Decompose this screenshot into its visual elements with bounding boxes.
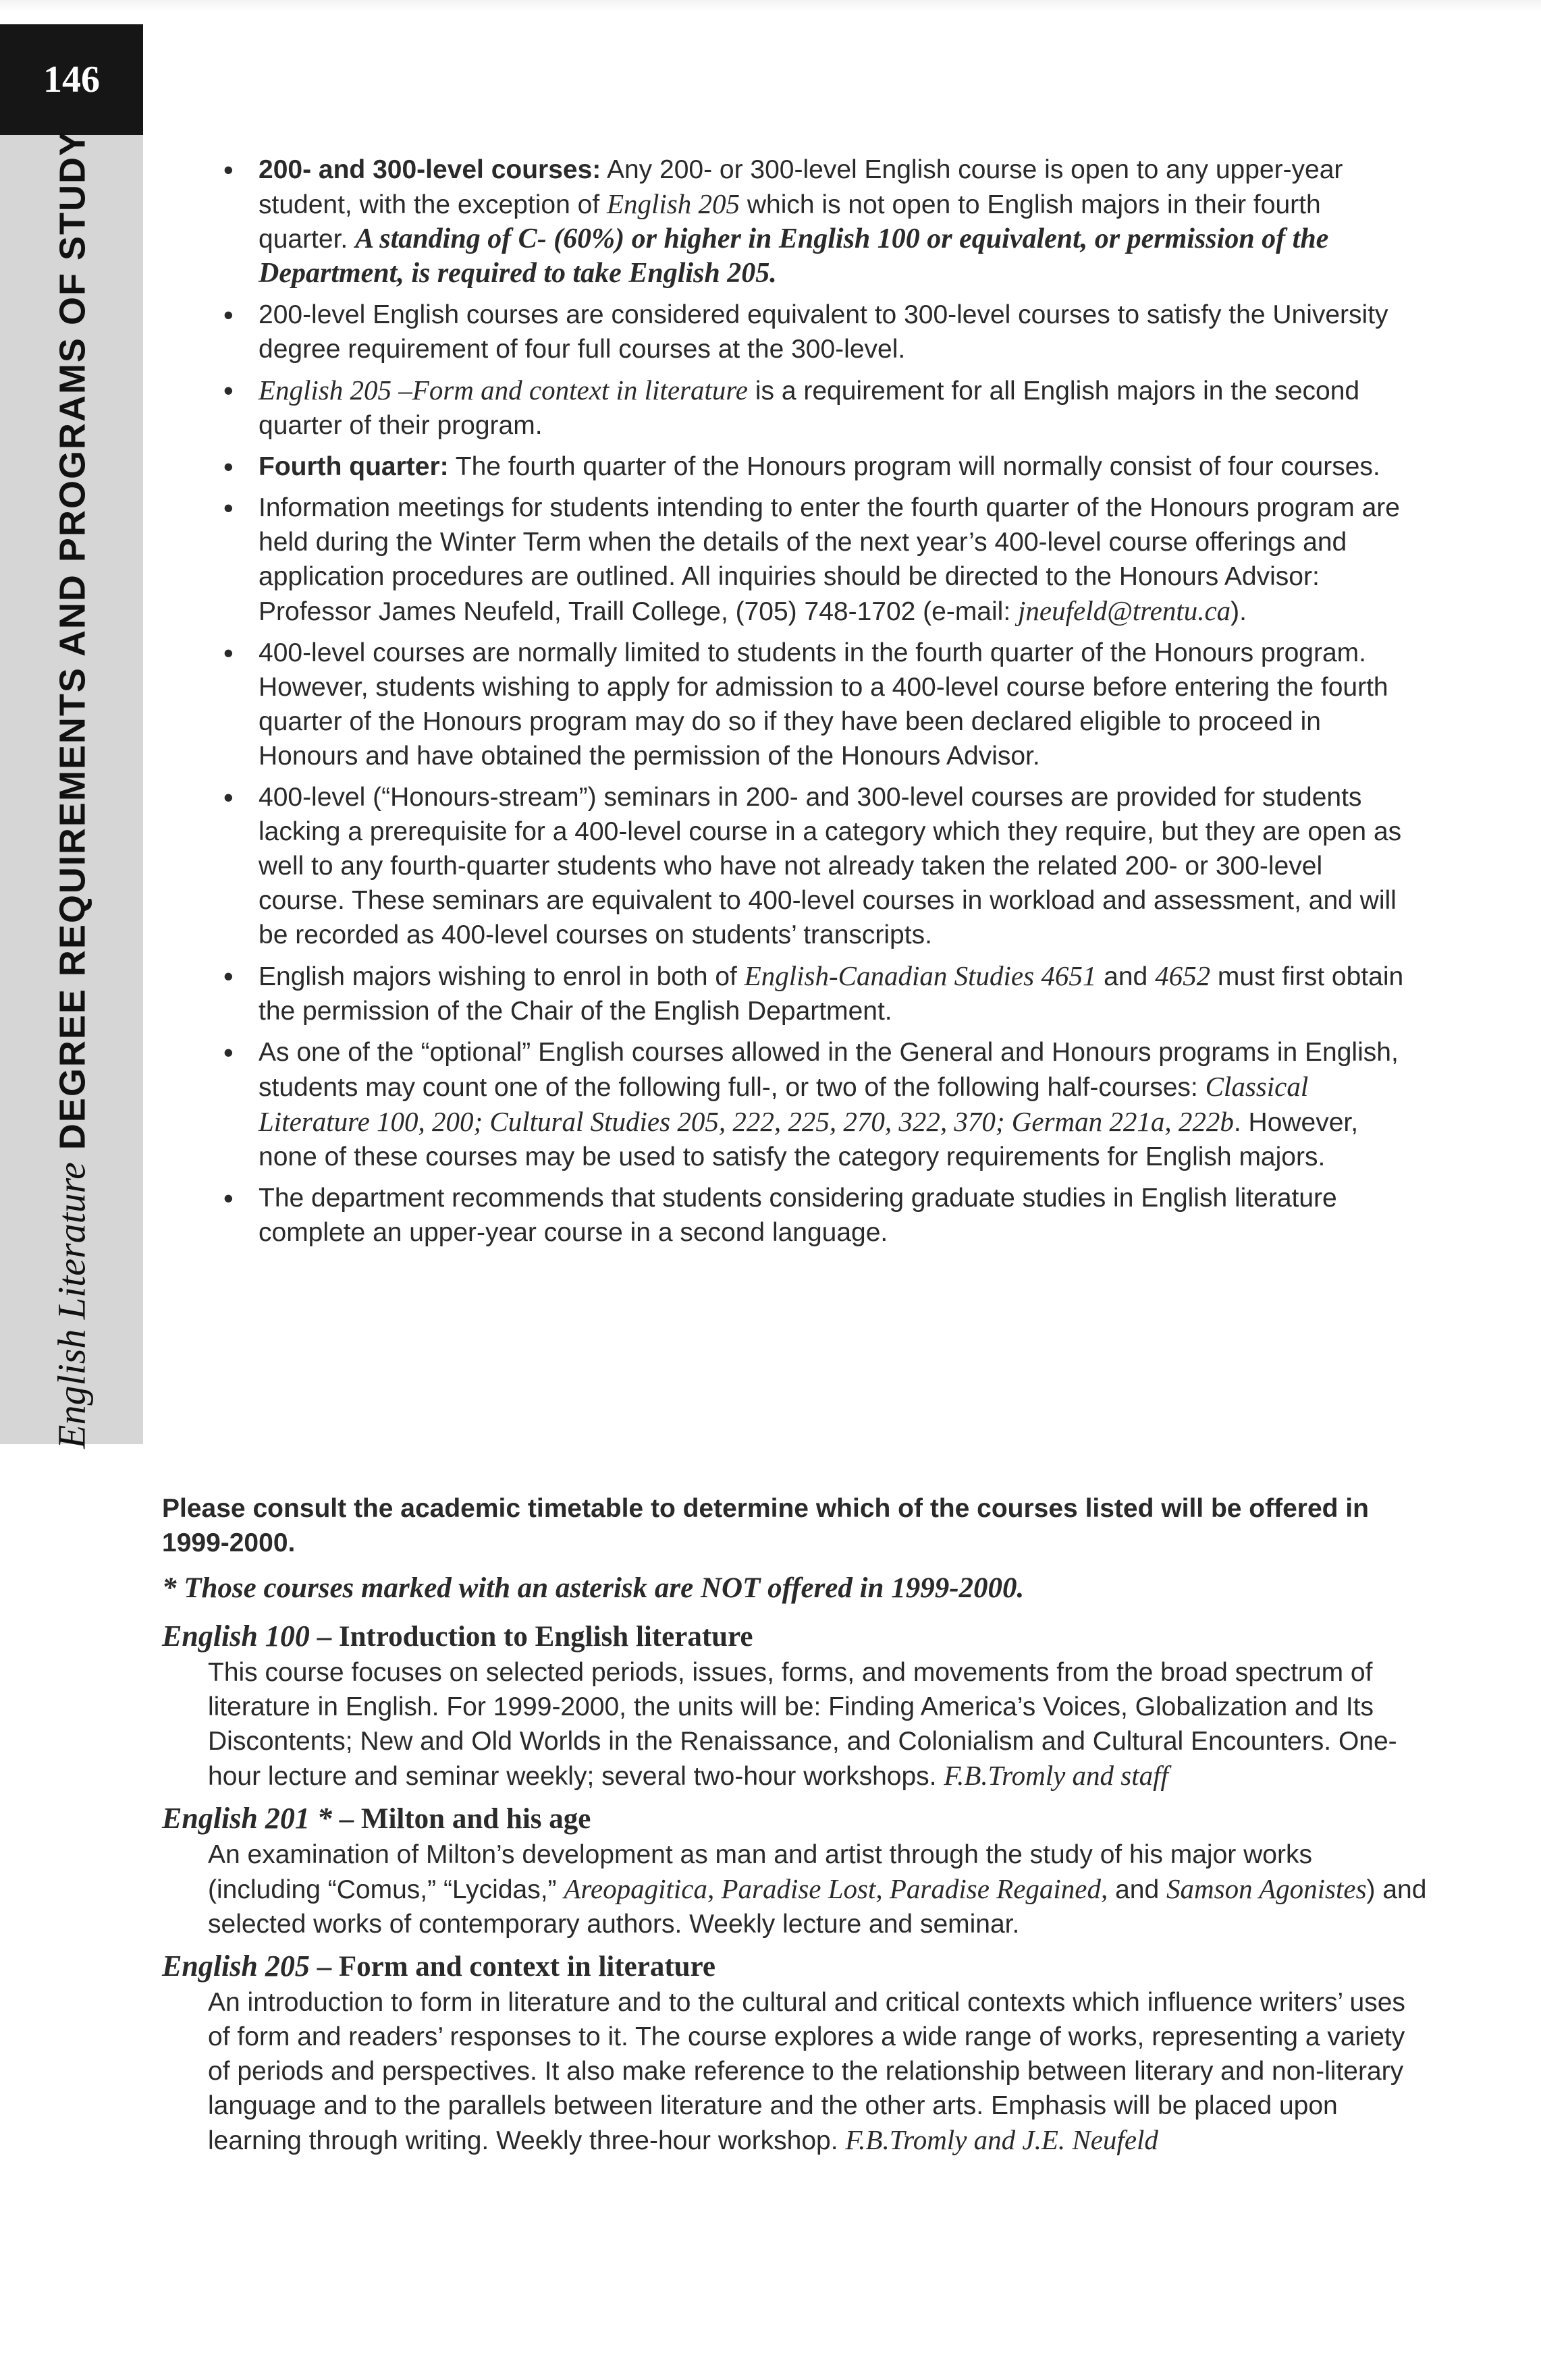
bullet-italic: English 205 –Form and context in literature <box>259 375 749 406</box>
course-entry <box>162 1618 1431 1794</box>
page-number <box>0 24 143 135</box>
bullet-text: must first obtain the permission of the Chair of the English Department. <box>259 962 1404 1026</box>
bullet-text: and <box>1096 962 1156 991</box>
list-item <box>219 298 1407 366</box>
course-desc-text: ) and selected works of contemporary authors. Weekly lecture and seminar. <box>208 1875 1427 1939</box>
course-code: English 100 <box>162 1620 310 1653</box>
course-instructor: F.B.Tromly and J.E. Neufeld <box>845 2124 1158 2155</box>
course-instructor: F.B.Tromly and staff <box>944 1760 1168 1791</box>
course-desc-text: An examination of Milton’s development as man and artist through the study of his major works (including “Comus,” “Lycidas,” <box>208 1840 1312 1904</box>
course-heading <box>162 1618 1431 1655</box>
course-entry <box>162 1948 1431 2158</box>
bullet-italic: English 205 <box>607 188 740 219</box>
course-desc-italic: Samson Agonistes <box>1166 1873 1367 1904</box>
bullet-text: is a requirement for all English majors in the second quarter of their program. <box>259 377 1360 440</box>
course-title: – Milton and his age <box>331 1803 591 1835</box>
course-description <box>208 1985 1431 2158</box>
requirements-list <box>219 153 1407 1256</box>
bullet-text: . However, none of these courses may be used to satisfy the category requirements for English majors. <box>259 1108 1359 1171</box>
course-code: English 201 * <box>162 1802 332 1835</box>
bullet-text: The fourth quarter of the Honours program will normally consist of four courses. <box>448 452 1380 481</box>
bullet-text: 400-level courses are normally limited to students in the fourth quarter of the Honours program. However, students wishing to apply for admission to a 400-level course before entering the fourth quarter of the Honours program may do so if they have been declared eligible to proceed in Honours and have obtained the permission of the Honours Advisor. <box>259 638 1388 771</box>
timetable-notice: Please consult the academic timetable to determine which of the courses listed will be offered in 1999-2000. <box>162 1494 1369 1557</box>
bullet-text: ). <box>1231 597 1247 626</box>
list-item <box>219 449 1407 484</box>
course-description <box>208 1655 1431 1794</box>
list-item <box>219 491 1407 629</box>
spine-label <box>49 130 94 1449</box>
course-title: – Form and context in literature <box>309 1951 715 1983</box>
course-title: – Introduction to English literature <box>309 1621 753 1653</box>
bullet-text: As one of the “optional” English courses allowed in the General and Honours programs in English, students may count one of the following full-, or two of the following half-courses: <box>259 1038 1399 1102</box>
course-list <box>162 1618 1431 2165</box>
asterisk-note: * Those courses marked with an asterisk are NOT offered in 1999-2000. <box>162 1572 1025 1604</box>
list-item <box>219 780 1407 952</box>
bullet-text: English majors wishing to enrol in both of <box>259 962 745 991</box>
bullet-text: 400-level (“Honours-stream”) seminars in 200- and 300-level courses are provided for students lacking a prerequisite for a 400-level course in a category which they require, but they are open as well to any fourth-quarter students who have not already taken the related 200- or 300-level course. These seminars are equivalent to 400-level courses in workload and assessment, and will be recorded as 400-level courses on students’ transcripts. <box>259 783 1402 949</box>
page-number-text: 146 <box>43 59 100 101</box>
spine-section-caps: DEGREE REQUIREMENTS AND PROGRAMS OF STUDY <box>52 130 93 1151</box>
bullet-italic: English-Canadian Studies 4651 <box>744 960 1097 991</box>
course-description <box>208 1837 1431 1941</box>
bullet-text: Any 200- or 300-level English course is open to any upper-year student, with the exception of <box>259 155 1343 219</box>
course-code: English 205 <box>162 1949 310 1983</box>
bullet-text: which is not open to English majors in their fourth quarter. <box>259 190 1321 254</box>
list-item <box>219 636 1407 773</box>
bullet-italic: Classical Literature 100, 200; Cultural Studies 205, 222, 225, 270, 322, 370; German 221a, 222b <box>259 1071 1309 1137</box>
course-desc-italic: Areopagitica, Paradise Lost, Paradise Regained, <box>564 1873 1108 1904</box>
bullet-text: The department recommends that students considering graduate studies in English literature complete an upper-year course in a second language. <box>259 1184 1337 1247</box>
top-shadow <box>0 0 1541 12</box>
course-heading <box>162 1948 1431 1985</box>
bullet-lead: Fourth quarter: <box>259 452 449 481</box>
email-address: jneufeld@trentu.ca <box>1018 595 1231 626</box>
course-desc-text: An introduction to form in literature and to the cultural and critical contexts which influence writers’ uses of form and readers’ responses to it. The course explores a wide range of works, representing a variety of periods and perspectives. It also make reference to the relationship between literary and non-literary language and to the parallels between literature and the other arts. Emphasis will be placed upon learning through writing. Weekly three-hour workshop. <box>208 1988 1405 2155</box>
bullet-text: 200-level English courses are considered equivalent to 300-level courses to satisfy the University degree requirement of four full courses at the 300-level. <box>259 300 1388 364</box>
spine-section-italic: English Literature <box>49 1162 94 1449</box>
list-item <box>219 1181 1407 1250</box>
bullet-italic: 4652 <box>1155 960 1211 991</box>
list-item <box>219 1035 1407 1174</box>
bullet-text: Information meetings for students intending to enter the fourth quarter of the Honours program are held during the Winter Term when the details of the next year’s 400-level course offerings and application procedures are outlined. All inquiries should be directed to the Honours Advisor: Professor James Neufeld, Traill College, (705) 748-1702 (e-mail: <box>259 493 1400 626</box>
sidebar-spine <box>0 130 143 1449</box>
bullet-bold-italic: A standing of C- (60%) or higher in English 100 or equivalent, or permission of the Department, is required to take English 205. <box>259 223 1329 289</box>
list-item <box>219 373 1407 443</box>
course-desc-text: and <box>1108 1875 1167 1904</box>
bullet-lead: 200- and 300-level courses: <box>259 155 601 184</box>
list-item <box>219 959 1407 1028</box>
course-entry <box>162 1800 1431 1941</box>
list-item <box>219 153 1407 291</box>
course-heading <box>162 1800 1431 1837</box>
course-desc-text: This course focuses on selected periods, issues, forms, and movements from the broad spectrum of literature in English. For 1999-2000, the units will be: Finding America’s Voices, Globalization and Its Discontents; New and Old Worlds in the Renaissance, and Colonialism and Cultural Encounters. One-hour lecture and seminar weekly; several two-hour workshops. <box>208 1658 1397 1791</box>
